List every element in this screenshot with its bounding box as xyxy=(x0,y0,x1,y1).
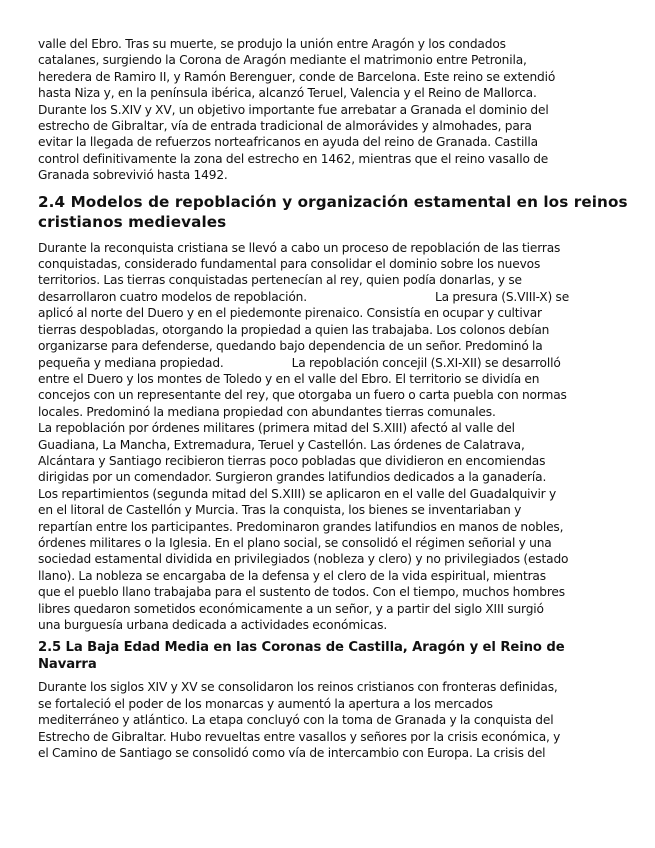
text-line: hasta Niza y, en la península ibérica, alcanzó Teruel, Valencia y el Reino de Mallorca. xyxy=(38,86,537,101)
text-line: en el litoral de Castellón y Murcia. Tras la conquista, los bienes se inventariaban y xyxy=(38,503,522,518)
text-line xyxy=(38,355,620,371)
text-line: tierras despobladas, otorgando la propiedad a quien las trabajaba. Los colonos debían xyxy=(38,322,550,337)
text-fragment: La repoblación concejil (S.XI-XII) se desarrolló xyxy=(291,355,561,370)
heading-line: cristianos medievales xyxy=(38,212,227,231)
text-line: control definitivamente la zona del estrecho en 1462, mientras que el reino vasallo de xyxy=(38,151,549,166)
text-line: entre el Duero y los montes de Toledo y en el valle del Ebro. El territorio se dividía en xyxy=(38,371,540,386)
text-line: mediterráneo y atlántico. La etapa concluyó con la toma de Granada y la conquista del xyxy=(38,713,554,728)
text-line: Alcántara y Santiago recibieron tierras poco pobladas que dividieron en encomiendas xyxy=(38,453,546,468)
text-line: una burguesía urbana dedicada a actividades económicas. xyxy=(38,618,388,632)
text-line: La repoblación por órdenes militares (primera mitad del S.XIII) afectó al valle del xyxy=(38,421,515,436)
heading-line: Navarra xyxy=(38,657,97,673)
heading-line: 2.5 La Baja Edad Media en las Coronas de Castilla, Aragón y el Reino de xyxy=(38,640,565,656)
text-line: el Camino de Santiago se consolidó como vía de intercambio con Europa. La crisis del xyxy=(38,746,546,761)
text-line: dirigidas por un comendador. Surgieron grandes latifundios dedicados a la ganadería. xyxy=(38,470,547,485)
text-line: llano). La nobleza se encargaba de la defensa y el clero de la vida espiritual, mientras xyxy=(38,568,546,583)
text-line: concejos con un representante del rey, que otorgaba un fuero o carta puebla con normas xyxy=(38,388,567,403)
text-line: territorios. Las tierras conquistadas pertenecían al rey, quien podía donarlas, y se xyxy=(38,273,522,288)
text-line: Granada sobrevivió hasta 1492. xyxy=(38,168,228,183)
text-line: Guadiana, La Mancha, Extremadura, Teruel y Castellón. Las órdenes de Calatrava, xyxy=(38,437,525,452)
text-line: Durante la reconquista cristiana se llevó a cabo un proceso de repoblación de las tierras xyxy=(38,240,561,255)
text-line: valle del Ebro. Tras su muerte, se produjo la unión entre Aragón y los condados xyxy=(38,37,506,51)
section-heading-2-4 xyxy=(38,192,628,232)
text-line: Estrecho de Gibraltar. Hubo revueltas entre vasallos y señores por la crisis económica, y xyxy=(38,729,561,744)
paragraph-baja-edad-media xyxy=(38,679,620,761)
text-line: locales. Predominó la mediana propiedad con abundantes tierras comunales. xyxy=(38,404,496,419)
text-line: libres quedaron sometidos económicamente a un señor, y a partir del siglo XIII surgió xyxy=(38,601,544,616)
text-line: catalanes, surgiendo la Corona de Aragón mediante el matrimonio entre Petronila, xyxy=(38,53,527,68)
section-heading-2-5 xyxy=(38,639,620,673)
text-fragment: desarrollaron cuatro modelos de repoblación. xyxy=(38,289,307,304)
text-line: repartían entre los participantes. Predominaron grandes latifundios en manos de nobles, xyxy=(38,519,564,534)
text-line: evitar la llegada de refuerzos norteafricanos en ayuda del reino de Granada. Castilla xyxy=(38,135,538,150)
text-line: que el pueblo llano trabajaba para el sustento de todos. Con el tiempo, muchos hombres xyxy=(38,585,565,600)
text-line: aplicó al norte del Duero y en el piedemonte pirenaico. Consistía en ocupar y cultivar xyxy=(38,306,542,321)
text-line: se fortaleció el poder de los monarcas y aumentó la apertura a los mercados xyxy=(38,696,493,711)
text-line: estrecho de Gibraltar, vía de entrada tradicional de almorávides y almohades, para xyxy=(38,119,532,134)
text-line: órdenes militares o la Iglesia. En el plano social, se consolidó el régimen señorial y una xyxy=(38,535,552,550)
text-line: conquistadas, considerado fundamental para consolidar el dominio sobre los nuevos xyxy=(38,257,541,272)
text-line xyxy=(38,289,620,305)
text-line: sociedad estamental dividida en privilegiados (nobleza y clero) y no privilegiados (estado xyxy=(38,552,569,567)
text-fragment: La presura (S.VIII-X) se xyxy=(434,289,570,304)
heading-line: 2.4 Modelos de repoblación y organización estamental en los reinos xyxy=(38,192,628,211)
text-line: Los repartimientos (segunda mitad del S.XIII) se aplicaron en el valle del Guadalquivir y xyxy=(38,486,557,501)
paragraph-corona-aragon xyxy=(38,36,620,184)
text-fragment: pequeña y mediana propiedad. xyxy=(38,355,224,370)
text-line: organizarse para defenderse, quedando bajo dependencia de un señor. Predominó la xyxy=(38,339,543,354)
text-line: heredera de Ramiro II, y Ramón Berenguer, conde de Barcelona. Este reino se extendió xyxy=(38,69,556,84)
document-page xyxy=(38,36,628,761)
text-line: Durante los S.XIV y XV, un objetivo importante fue arrebatar a Granada el dominio del xyxy=(38,102,549,117)
text-line: Durante los siglos XIV y XV se consolidaron los reinos cristianos con fronteras definidas, xyxy=(38,680,558,695)
paragraph-repoblacion xyxy=(38,240,620,634)
